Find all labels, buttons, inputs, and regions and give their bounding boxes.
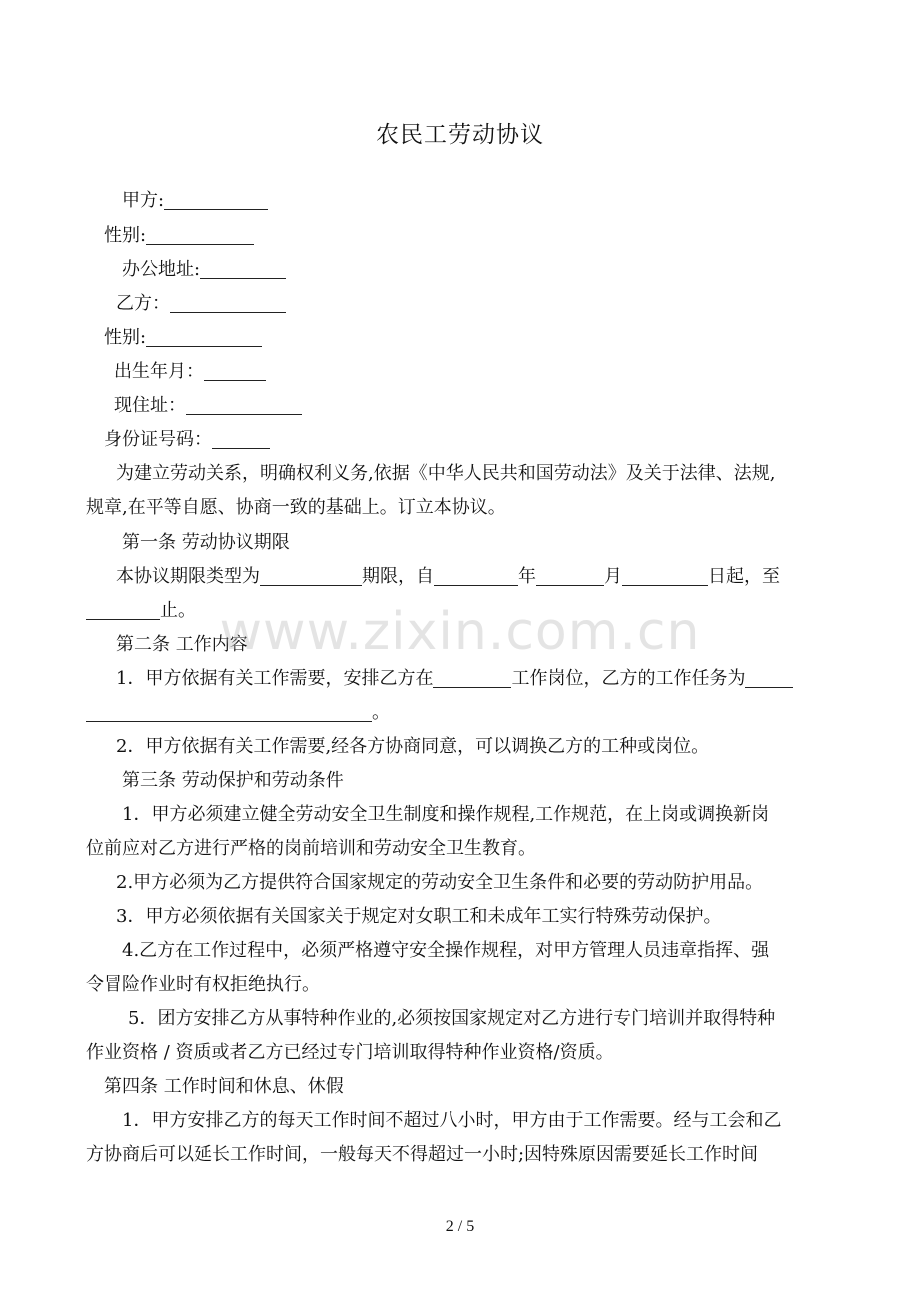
article-3-item-1-line-2: 位前应对乙方进行严格的岗前培训和劳动安全卫生教育。 (86, 838, 536, 859)
article-3-item-3: 3．甲方必须依据有关国家关于规定对女职工和未成年工实行特殊劳动保护。 (116, 906, 722, 927)
article-3-item-4-line-1: 4.乙方在工作过程中，必须严格遵守安全操作规程，对甲方管理人员违章指挥、强 (122, 940, 770, 961)
gender-a-label: 性别: (104, 225, 147, 246)
term-type-label: 本协议期限类型为 (116, 566, 260, 587)
article-2-item-1-cont (86, 701, 390, 725)
address-row (114, 394, 302, 418)
article-2-item-1-text-a: 1．甲方依据有关工作需要，安排乙方在 (116, 668, 434, 689)
start-day-blank[interactable] (622, 567, 708, 586)
id-number-blank[interactable] (212, 430, 270, 449)
article-4-item-1-line-2: 方协商后可以延长工作时间，一般每天不得超过一小时;因特殊原因需要延长工作时间 (86, 1144, 759, 1165)
article-4-item-1-line-1: 1．甲方安排乙方的每天工作时间不超过八小时，甲方由于工作需要。经与工会和乙 (122, 1110, 782, 1131)
address-label: 现住址： (114, 395, 186, 416)
work-post-blank[interactable] (433, 669, 511, 688)
party-a-label: 甲方: (122, 190, 165, 211)
article-3-item-4-line-2: 令冒险作业时有权拒绝执行。 (86, 974, 320, 995)
office-address-row (122, 258, 286, 282)
party-a-row (122, 189, 268, 213)
article-2-item-2: 2．甲方依据有关工作需要,经各方协商同意，可以调换乙方的工种或岗位。 (116, 736, 710, 757)
term-from-label: 期限，自 (362, 566, 434, 587)
document-title: 农民工劳动协议 (376, 122, 544, 148)
watermark: www.zixin.com.cn (219, 602, 701, 662)
term-type-blank[interactable] (260, 567, 362, 586)
article-1-heading: 第一条 劳动协议期限 (122, 532, 290, 553)
article-2-item-1-text-b: 工作岗位，乙方的工作任务为 (511, 668, 746, 689)
address-blank[interactable] (186, 396, 302, 415)
month-label: 月 (604, 566, 622, 587)
gender-b-row (104, 326, 262, 350)
day-to-label: 日起，至 (708, 566, 780, 587)
office-address-blank[interactable] (200, 260, 286, 279)
start-year-blank[interactable] (434, 567, 518, 586)
id-number-label: 身份证号码： (104, 429, 212, 450)
gender-b-label: 性别: (104, 327, 147, 348)
work-task-blank-cont[interactable] (86, 703, 372, 722)
birth-blank[interactable] (204, 362, 266, 381)
id-number-row (104, 428, 270, 452)
start-month-blank[interactable] (536, 567, 604, 586)
intro-line-2: 规章,在平等自愿、协商一致的基础上。订立本协议。 (86, 497, 506, 518)
party-a-blank[interactable] (164, 191, 268, 210)
party-b-label: 乙方： (116, 293, 170, 314)
year-label: 年 (518, 566, 536, 587)
article-2-item-1-end: 。 (372, 702, 390, 723)
birth-row (114, 360, 266, 384)
article-2-item-1-row (116, 667, 793, 691)
gender-b-blank[interactable] (146, 328, 262, 347)
work-task-blank[interactable] (745, 669, 793, 688)
gender-a-row (104, 224, 254, 248)
article-3-item-5-line-1: 5．团方安排乙方从事特种作业的,必须按国家规定对乙方进行专门培训并取得特种 (128, 1008, 776, 1029)
party-b-row (116, 292, 286, 316)
birth-label: 出生年月： (114, 361, 204, 382)
term-end-label: 止。 (160, 600, 196, 621)
article-2-heading: 第二条 工作内容 (116, 634, 248, 655)
intro-line-1: 为建立劳动关系，明确权利义务,依据《中华人民共和国劳动法》及关于法律、法规, (116, 463, 776, 484)
article-3-item-5-line-2: 作业资格 / 资质或者乙方已经过专门培训取得特种作业资格/资质。 (86, 1042, 614, 1063)
article-4-heading: 第四条 工作时间和休息、休假 (104, 1076, 344, 1097)
article-3-item-1-line-1: 1．甲方必须建立健全劳动安全卫生制度和操作规程,工作规范，在上岗或调换新岗 (122, 804, 770, 825)
gender-a-blank[interactable] (146, 226, 254, 245)
page-number: 2 / 5 (445, 1218, 475, 1235)
article-1-term-row (116, 565, 780, 589)
party-b-blank[interactable] (170, 294, 286, 313)
article-3-item-2: 2.甲方必须为乙方提供符合国家规定的劳动安全卫生条件和必要的劳动防护用品。 (116, 872, 764, 893)
article-3-heading: 第三条 劳动保护和劳动条件 (122, 770, 344, 791)
office-address-label: 办公地址: (122, 259, 201, 280)
